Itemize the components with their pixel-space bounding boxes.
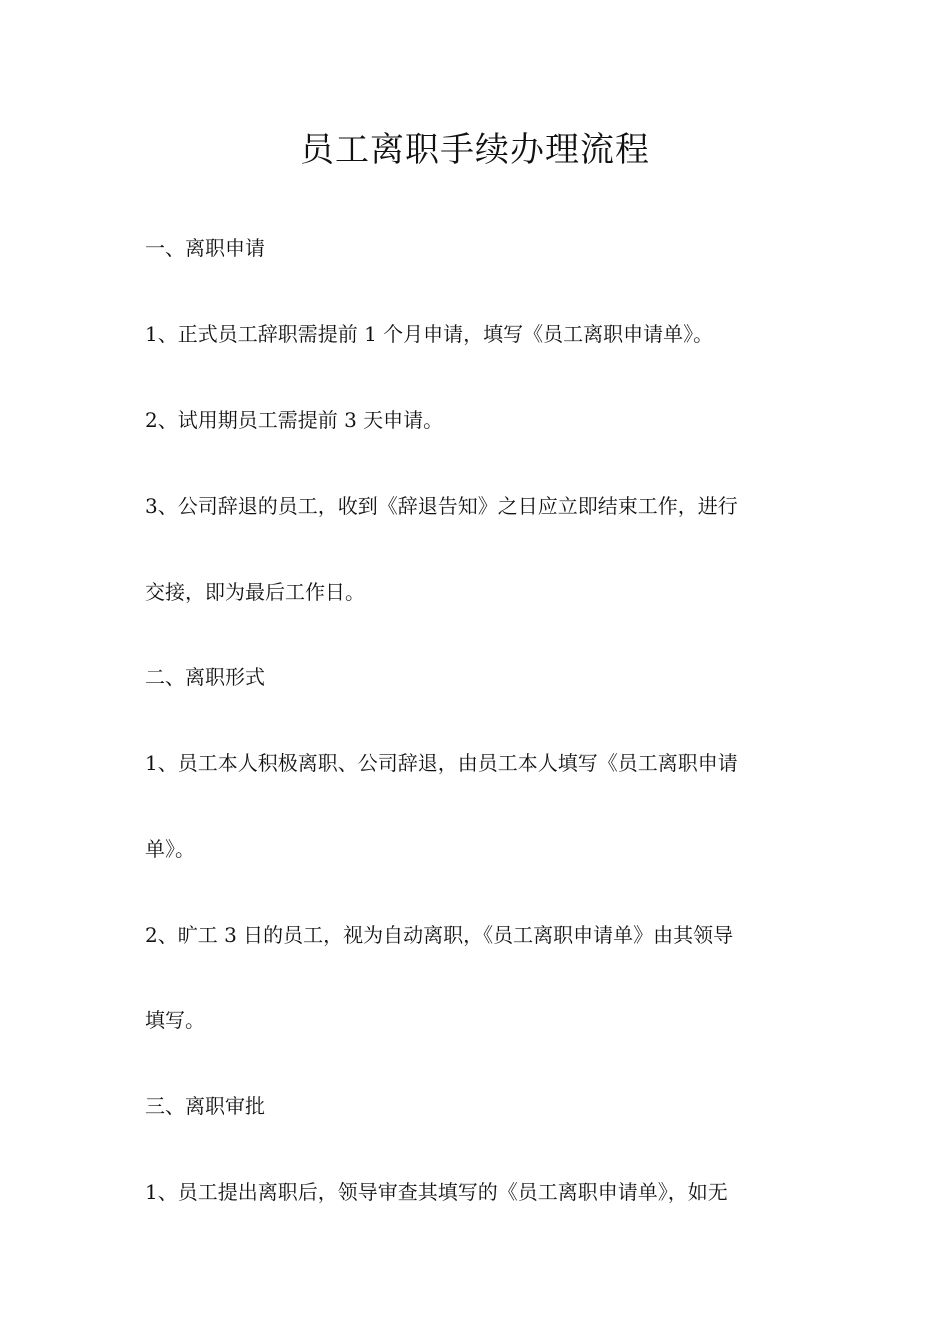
paragraph-line: 填写。 xyxy=(145,1008,205,1032)
paragraph-line: 单》。 xyxy=(145,837,195,861)
section-heading-resignation-approval: 三、离职审批 xyxy=(145,1094,265,1118)
paragraph-line: 2、旷工 3 日的员工，视为自动离职，《员工离职申请单》由其领导 xyxy=(145,923,734,947)
paragraph-line: 2、试用期员工需提前 3 天申请。 xyxy=(145,408,444,432)
section-heading-resignation-application: 一、离职申请 xyxy=(145,236,265,260)
paragraph-line: 1、员工提出离职后，领导审查其填写的《员工离职申请单》，如无 xyxy=(145,1180,728,1204)
paragraph-line: 3、公司辞退的员工，收到《辞退告知》之日应立即结束工作，进行 xyxy=(145,494,738,518)
paragraph-line: 1、正式员工辞职需提前 1 个月申请，填写《员工离职申请单》。 xyxy=(145,322,714,346)
paragraph-line: 交接，即为最后工作日。 xyxy=(145,580,365,604)
document-title: 员工离职手续办理流程 xyxy=(300,130,650,170)
section-heading-resignation-form: 二、离职形式 xyxy=(145,665,265,689)
paragraph-line: 1、员工本人积极离职、公司辞退，由员工本人填写《员工离职申请 xyxy=(145,751,738,775)
